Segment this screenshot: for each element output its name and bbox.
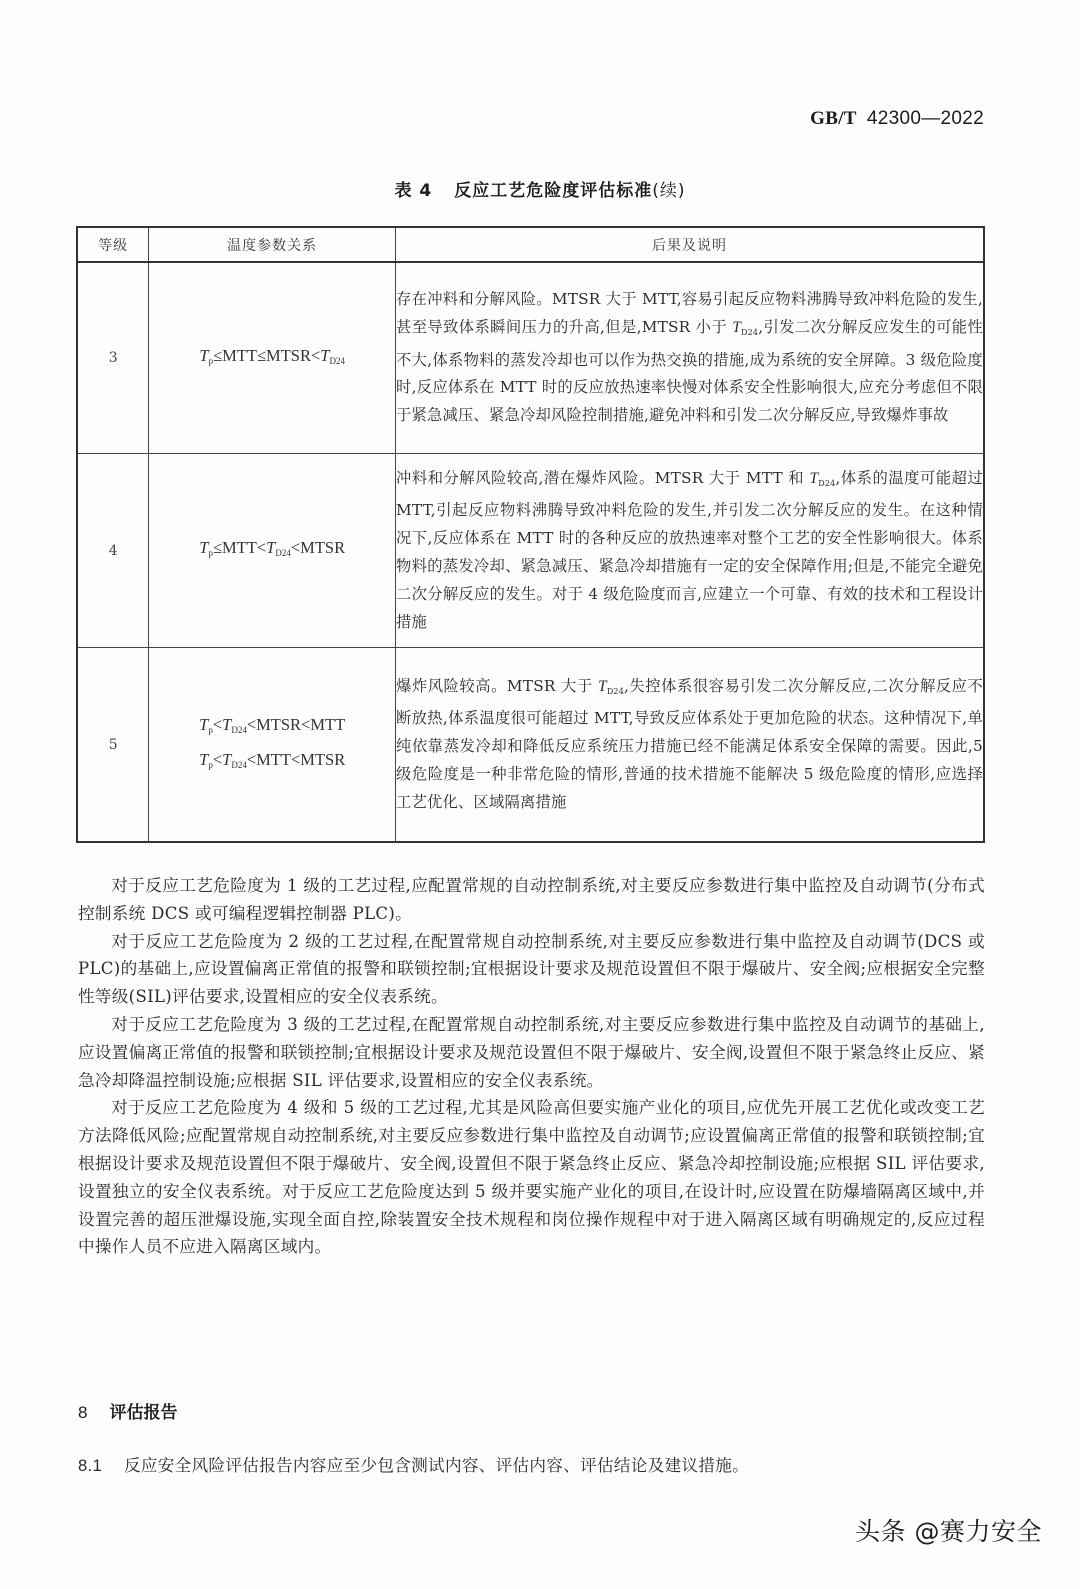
description-text: 冲料和分解风险较高,潜在爆炸风险。MTSR 大于 MTT 和 $T_{D24}$,体系的温度可能超过 MTT,引起反应物料沸腾导致冲料危险的发生,并引发二次分解反应的发生。在这种情况下,反应体系在 MTT 时的各种反应的放热速率对整个工艺的安全性影响很大。体系物料的蒸发冷却、紧急减压、紧急冷却措施有一定的安全保障作用;但是,不能完全避免二次分解反应的发生。对于 4 级危险度而言,应建立一个可靠、有效的技术和工程设计措施 <box>396 468 983 631</box>
description-cell <box>396 454 984 648</box>
table-row <box>77 262 984 454</box>
relation-formula: $T_p\le MTT\le MTSR<T_{D24}$ <box>199 345 345 366</box>
standard-code: 42300—2022 <box>866 108 984 129</box>
grade-cell: 5 <box>77 648 149 843</box>
section-heading <box>78 1398 177 1423</box>
grade-cell: 3 <box>77 262 149 454</box>
table-number: 表 4 <box>394 181 433 201</box>
temperature-relation-cell <box>149 454 396 648</box>
watermark: 头条 @赛力安全 <box>855 1517 1042 1546</box>
table-title: 反应工艺危险度评估标准 <box>454 181 653 201</box>
clause-text: 反应安全风险评估报告内容应至少包含测试内容、评估内容、评估结论及建议措施。 <box>123 1456 750 1475</box>
table-row <box>77 648 984 843</box>
relation-formula: $T_p<T_{D24}<MTSR<MTT$ <box>199 714 346 735</box>
column-header-grade: 等级 <box>77 227 149 262</box>
clause-number: 8.1 <box>78 1456 102 1475</box>
clause-8-1 <box>78 1452 749 1476</box>
column-header-temperature-relation: 温度参数关系 <box>149 227 396 262</box>
standard-prefix: GB/T <box>810 108 857 129</box>
paragraph-grade-1: 对于反应工艺危险度为 1 级的工艺过程,应配置常规的自动控制系统,对主要反应参数进行集中监控及自动调节(分布式控制系统 DCS 或可编程逻辑控制器 PLC)。 <box>78 876 985 923</box>
description-text: 爆炸风险较高。MTSR 大于 $T_{D24}$,失控体系很容易引发二次分解反应,二次分解反应不断放热,体系温度很可能超过 MTT,导致反应体系处于更加危险的状态。这种情况下,单纯依靠蒸发冷却和降低反应系统压力措施已经不能满足体系安全保障的需要。因此,5 级危险度是一种非常危险的情形,普通的技术措施不能解决 5 级危险度的情形,应选择工艺优化、区域隔离措施 <box>396 676 984 811</box>
table-row <box>77 454 984 648</box>
grade-cell: 4 <box>77 454 149 648</box>
temperature-relation-cell <box>149 648 396 843</box>
description-cell <box>396 648 984 843</box>
paragraph-grade-4-5: 对于反应工艺危险度为 4 级和 5 级的工艺过程,尤其是风险高但要实施产业化的项目,应优先开展工艺优化或改变工艺方法降低风险;应配置常规自动控制系统,对主要反应参数进行集中监控及自动调节;应设置偏离正常值的报警和联锁控制;宜根据设计要求及规范设置但不限于爆破片、安全阀,设置但不限于紧急终止反应、紧急冷却控制设施;应根据 SIL 评估要求,设置独立的安全仪表系统。对于反应工艺危险度达到 5 级并要实施产业化的项目,在设计时,应设置在防爆墙隔离区域中,并设置完善的超压泄爆设施,实现全面自控,除装置安全技术规程和岗位操作规程中对于进入隔离区域有明确规定的,反应过程中操作人员不应进入隔离区域内。 <box>78 1098 985 1257</box>
description-cell <box>396 262 984 454</box>
section-title: 评估报告 <box>109 1403 178 1423</box>
relation-formula: $T_p\le MTT<T_{D24}<MTSR$ <box>199 538 346 558</box>
section-number: 8 <box>78 1403 88 1422</box>
paragraph-grade-2: 对于反应工艺危险度为 2 级的工艺过程,在配置常规自动控制系统,对主要反应参数进行集中监控及自动调节(DCS 或 PLC)的基础上,应设置偏离正常值的报警和联锁控制;宜根据设计要求及规范设置但不限于爆破片、安全阀;应根据安全完整性等级(SIL)评估要求,设置相应的安全仪表系统。 <box>78 931 985 1007</box>
body-text <box>78 872 985 1261</box>
hazard-criteria-table <box>76 226 985 843</box>
description-text: 存在冲料和分解风险。MTSR 大于 MTT,容易引起反应物料沸腾导致冲料危险的发生,甚至导致体系瞬间压力的升高,但是,MTSR 小于 $T_{D24}$,引发二次分解反应发生的可能性不大,体系物料的蒸发冷却也可以作为热交换的措施,成为系统的安全屏障。3 级危险度时,反应体系在 MTT 时的反应放热速率快慢对体系安全性影响很大,应充分考虑但不限于紧急减压、紧急冷却风险控制措施,避免冲料和引发二次分解反应,导致爆炸事故 <box>396 290 983 425</box>
table-continued-label: (续) <box>652 181 686 201</box>
table-header-row <box>77 227 984 262</box>
relation-formula: $T_p<T_{D24}<MTT<MTSR$ <box>199 749 346 770</box>
table-caption <box>0 176 1080 201</box>
standard-number <box>810 108 984 130</box>
column-header-consequence: 后果及说明 <box>396 227 984 262</box>
paragraph-grade-3: 对于反应工艺危险度为 3 级的工艺过程,在配置常规自动控制系统,对主要反应参数进行集中监控及自动调节的基础上,应设置偏离正常值的报警和联锁控制;宜根据设计要求及规范设置但不限于爆破片、安全阀,设置但不限于紧急终止反应、紧急冷却降温控制设施;应根据 SIL 评估要求,设置相应的安全仪表系统。 <box>78 1014 985 1090</box>
temperature-relation-cell <box>149 262 396 454</box>
